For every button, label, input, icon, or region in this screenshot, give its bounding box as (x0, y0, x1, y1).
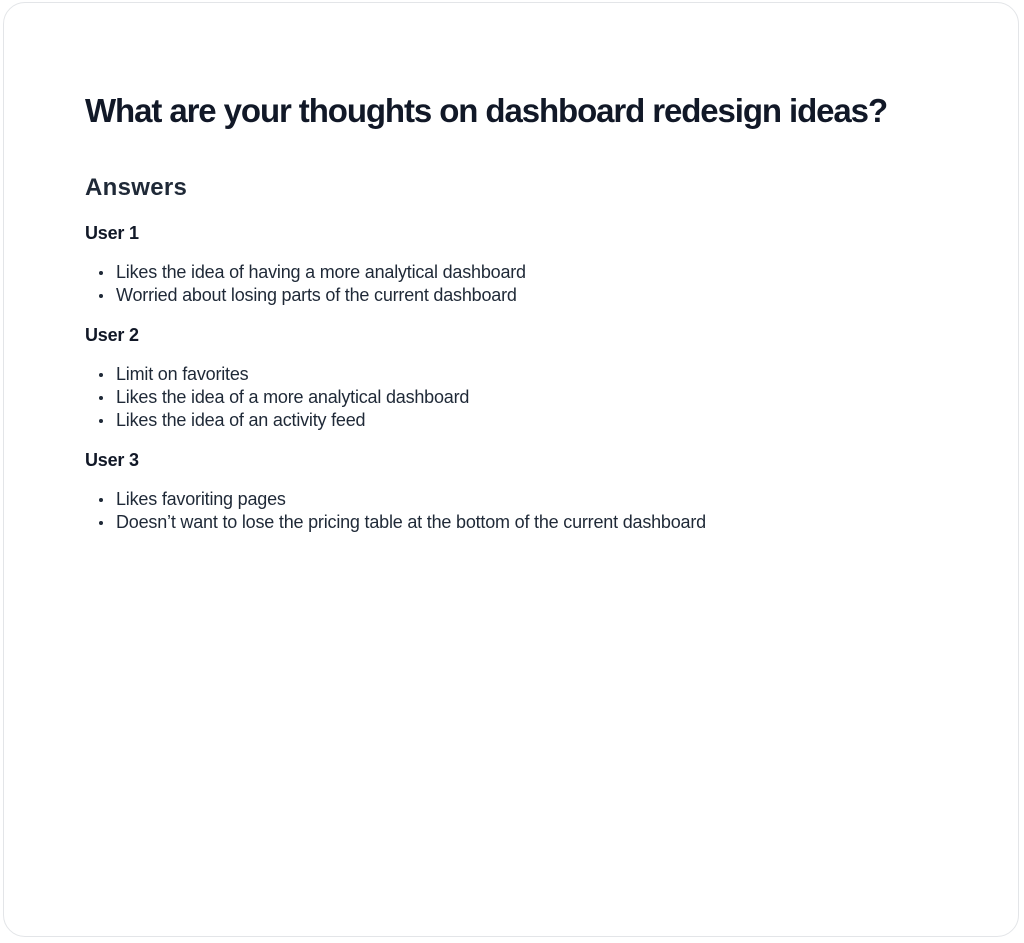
bullet-icon (99, 419, 103, 423)
list-item-text: Likes the idea of having a more analytical dashboard (116, 262, 526, 282)
user-3-heading: User 3 (85, 450, 139, 470)
bullet-icon (99, 498, 103, 502)
list-item-text: Likes the idea of a more analytical dashboard (116, 387, 470, 407)
user-2-points (85, 363, 469, 432)
list-item (85, 488, 706, 511)
bullet-icon (99, 294, 103, 298)
list-item (85, 261, 526, 284)
user-1-points (85, 261, 526, 307)
list-item (85, 363, 469, 386)
user-1-heading: User 1 (85, 223, 139, 243)
list-item (85, 284, 526, 307)
list-item-text: Limit on favorites (116, 364, 249, 384)
list-item-text: Worried about losing parts of the current dashboard (116, 285, 517, 305)
list-item (85, 409, 469, 432)
answers-heading: Answers (85, 174, 188, 201)
bullet-icon (99, 271, 103, 275)
list-item-text: Doesn’t want to lose the pricing table at the bottom of the current dashboard (116, 512, 706, 532)
user-3-points (85, 488, 706, 534)
bullet-icon (99, 521, 103, 525)
user-2-heading: User 2 (85, 325, 139, 345)
page-title: What are your thoughts on dashboard redesign ideas? (85, 92, 887, 129)
document-card (3, 2, 1019, 937)
list-item-text: Likes favoriting pages (116, 489, 286, 509)
list-item (85, 511, 706, 534)
bullet-icon (99, 396, 103, 400)
bullet-icon (99, 373, 103, 377)
list-item (85, 386, 469, 409)
list-item-text: Likes the idea of an activity feed (116, 410, 366, 430)
